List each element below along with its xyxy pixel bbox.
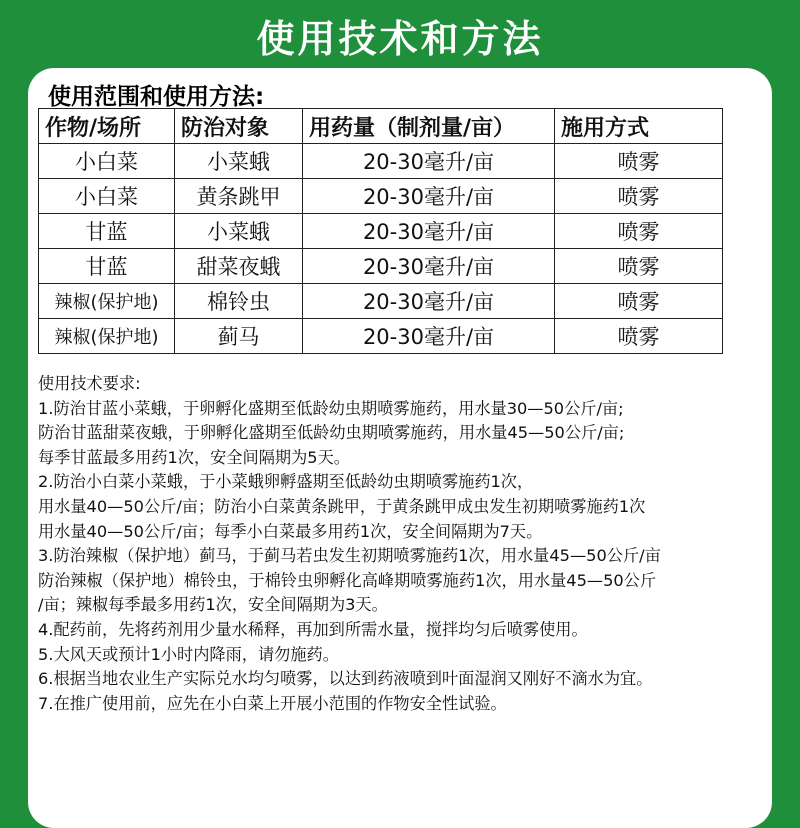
column-header-method: 施用方式 bbox=[555, 109, 723, 144]
requirement-line: 用水量40—50公斤/亩；每季小白菜最多用药1次，安全间隔期为7天。 bbox=[38, 521, 543, 541]
table-row bbox=[39, 249, 723, 284]
target-cell: 甜菜夜蛾 bbox=[175, 249, 303, 284]
dosage-cell: 20-30毫升/亩 bbox=[303, 319, 555, 354]
crop-cell: 辣椒(保护地) bbox=[39, 284, 175, 319]
requirement-line: 用水量40—50公斤/亩；防治小白菜黄条跳甲，于黄条跳甲成虫发生初期喷雾施药1次 bbox=[38, 496, 646, 516]
crop-cell: 甘蓝 bbox=[39, 214, 175, 249]
column-header-dosage: 用药量（制剂量/亩） bbox=[303, 109, 555, 144]
dosage-cell: 20-30毫升/亩 bbox=[303, 179, 555, 214]
dosage-cell: 20-30毫升/亩 bbox=[303, 284, 555, 319]
crop-cell: 甘蓝 bbox=[39, 249, 175, 284]
column-header-target: 防治对象 bbox=[175, 109, 303, 144]
requirement-line: 每季甘蓝最多用药1次，安全间隔期为5天。 bbox=[38, 447, 350, 467]
page-title: 使用技术和方法 bbox=[256, 16, 544, 61]
method-cell: 喷雾 bbox=[555, 284, 723, 319]
requirement-line: 防治辣椒（保护地）棉铃虫，于棉铃虫卵孵化高峰期喷雾施药1次，用水量45—50公斤 bbox=[38, 570, 657, 590]
target-cell: 黄条跳甲 bbox=[175, 179, 303, 214]
column-header-crop: 作物/场所 bbox=[39, 109, 175, 144]
requirements-title: 使用技术要求: bbox=[38, 374, 141, 393]
method-cell: 喷雾 bbox=[555, 144, 723, 179]
usage-table bbox=[38, 108, 723, 354]
method-cell: 喷雾 bbox=[555, 179, 723, 214]
requirement-line: 3.防治辣椒（保护地）蓟马，于蓟马若虫发生初期喷雾施药1次，用水量45—50公斤/亩 bbox=[38, 546, 661, 566]
target-cell: 蓟马 bbox=[175, 319, 303, 354]
table-row bbox=[39, 144, 723, 179]
requirement-line: 2.防治小白菜小菜蛾，于小菜蛾卵孵盛期至低龄幼虫期喷雾施药1次， bbox=[38, 472, 534, 492]
requirement-line: 7.在推广使用前，应先在小白菜上开展小范围的作物安全性试验。 bbox=[38, 693, 507, 713]
requirement-line: 5.大风天或预计1小时内降雨，请勿施药。 bbox=[38, 644, 339, 664]
dosage-cell: 20-30毫升/亩 bbox=[303, 249, 555, 284]
target-cell: 棉铃虫 bbox=[175, 284, 303, 319]
crop-cell: 小白菜 bbox=[39, 179, 175, 214]
requirement-line: /亩；辣椒每季最多用药1次，安全间隔期为3天。 bbox=[38, 595, 388, 615]
requirement-line: 1.防治甘蓝小菜蛾，于卵孵化盛期至低龄幼虫期喷雾施药，用水量30—50公斤/亩; bbox=[38, 398, 624, 418]
technical-requirements bbox=[38, 372, 778, 716]
table-header-row bbox=[39, 109, 723, 144]
requirement-line: 6.根据当地农业生产实际兑水均匀喷雾，以达到药液喷到叶面湿润又刚好不滴水为宜。 bbox=[38, 669, 653, 689]
requirement-line: 防治甘蓝甜菜夜蛾，于卵孵化盛期至低龄幼虫期喷雾施药，用水量45—50公斤/亩; bbox=[38, 423, 625, 443]
target-cell: 小菜蛾 bbox=[175, 144, 303, 179]
target-cell: 小菜蛾 bbox=[175, 214, 303, 249]
method-cell: 喷雾 bbox=[555, 319, 723, 354]
method-cell: 喷雾 bbox=[555, 214, 723, 249]
table-row bbox=[39, 319, 723, 354]
header-banner bbox=[0, 0, 800, 70]
table-row bbox=[39, 214, 723, 249]
dosage-cell: 20-30毫升/亩 bbox=[303, 214, 555, 249]
crop-cell: 辣椒(保护地) bbox=[39, 319, 175, 354]
method-cell: 喷雾 bbox=[555, 249, 723, 284]
usage-scope-title: 使用范围和使用方法: bbox=[48, 84, 265, 110]
dosage-cell: 20-30毫升/亩 bbox=[303, 144, 555, 179]
table-row bbox=[39, 284, 723, 319]
table-row bbox=[39, 179, 723, 214]
requirement-line: 4.配药前，先将药剂用少量水稀释，再加到所需水量，搅拌均匀后喷雾使用。 bbox=[38, 619, 588, 639]
crop-cell: 小白菜 bbox=[39, 144, 175, 179]
